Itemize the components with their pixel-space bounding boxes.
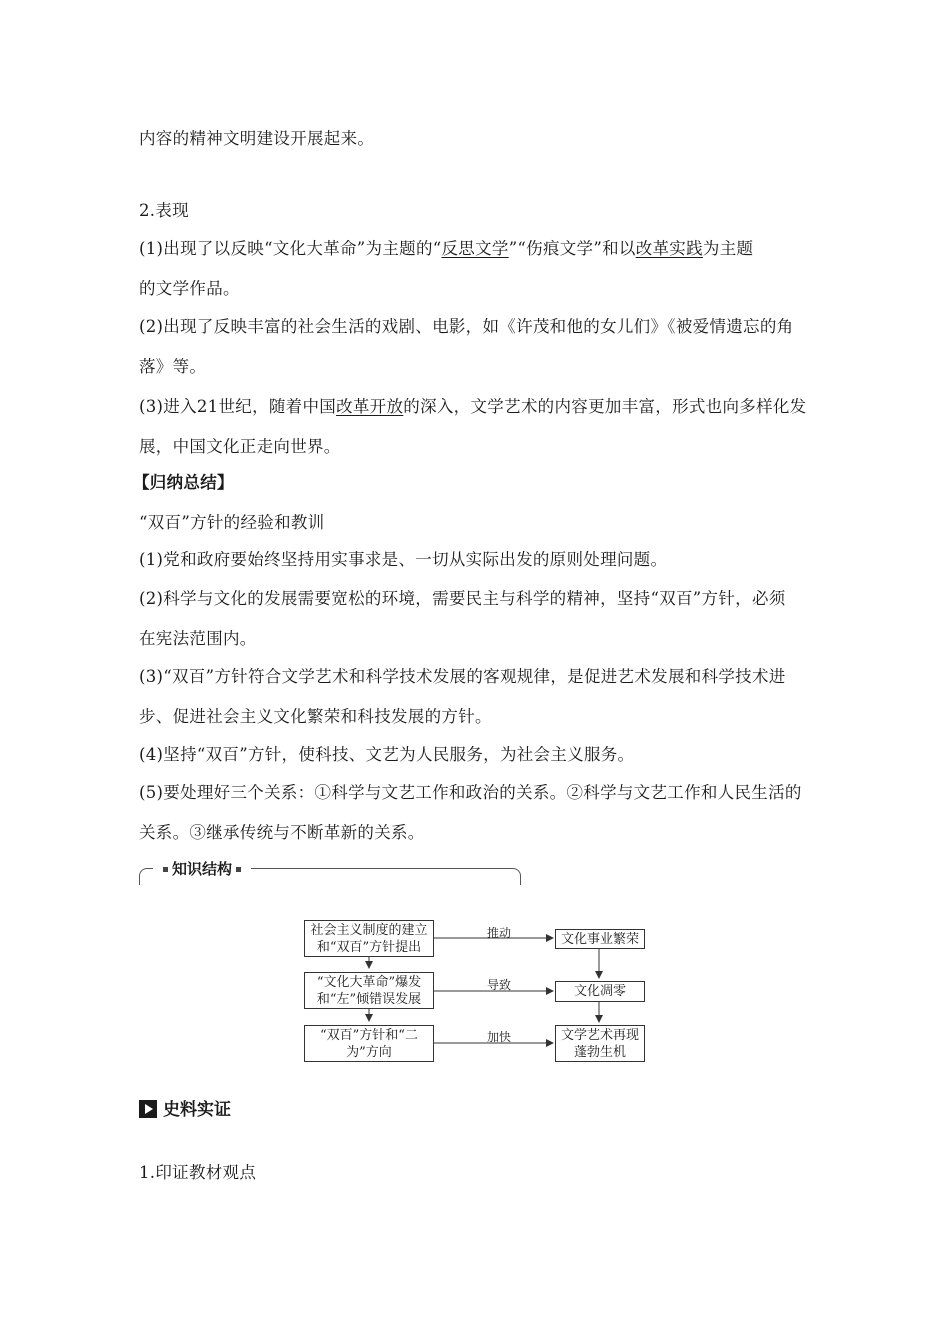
paragraph-line: (1)出现了以反映“文化大革命”为主题的“反思文学”“伤痕文学”和以改革实践为主题 [139,239,754,258]
paragraph-line: 落》等。 [139,357,207,376]
paragraph-line: 在宪法范围内。 [139,629,257,648]
diagram-box: “文化大革命”爆发 和“左”倾错误发展 [304,972,434,1009]
underlined-term: 改革开放 [336,397,404,416]
arrow-label: 推动 [487,926,512,940]
subheading: 1.印证教材观点 [139,1163,257,1182]
diagram-box: “双百”方针和“二 为”方向 [304,1025,434,1062]
play-icon [139,1100,157,1118]
paragraph-line: “双百”方针的经验和教训 [139,513,325,532]
diagram-box: 文化事业繁荣 [555,929,645,949]
paragraph-line: 关系。③继承传统与不断革新的关系。 [139,823,425,842]
underlined-term: 改革实践 [635,239,703,258]
section-heading: 2.表现 [139,201,189,220]
paragraph-line: (5)要处理好三个关系：①科学与文艺工作和政治的关系。②科学与文艺工作和人民生活的 [139,783,802,802]
diagram-box: 文化凋零 [555,981,645,1002]
paragraph-line: (3)进入21世纪，随着中国改革开放的深入，文学艺术的内容更加丰富，形式也向多样化发 [139,397,807,416]
underlined-term: 反思文学 [441,239,509,258]
summary-heading: 【归纳总结】 [133,473,234,492]
paragraph-line: (1)党和政府要始终坚持用实事求是、一切从实际出发的原则处理问题。 [139,550,668,569]
diagram-box: 文学艺术再现 蓬勃生机 [555,1025,645,1062]
paragraph-line: 步、促进社会主义文化繁荣和科技发展的方针。 [139,707,492,726]
paragraph-line: (2)出现了反映丰富的社会生活的戏剧、电影，如《许茂和他的女儿们》《被爱情遗忘的角 [139,317,794,336]
paragraph-line: (4)坚持“双百”方针，使科技、文艺为人民服务，为社会主义服务。 [139,745,635,764]
evidence-section-title: 史料实证 [139,1099,231,1121]
arrow-label: 加快 [487,1030,512,1044]
knowledge-structure-title: 知识结构 [153,859,251,879]
paragraph-line: 展，中国文化正走向世界。 [139,437,341,456]
paragraph-line: (3)“双百”方针符合文学艺术和科学技术发展的客观规律，是促进艺术发展和科学技术进 [139,667,786,686]
diagram-box: 社会主义制度的建立 和“双百”方针提出 [304,920,434,957]
paragraph-line: 的文学作品。 [139,279,240,298]
arrow-label: 导致 [487,978,512,992]
paragraph-line: (2)科学与文化的发展需要宽松的环境，需要民主与科学的精神，坚持“双百”方针，必须 [139,589,786,608]
paragraph-line: 内容的精神文明建设开展起来。 [139,129,375,148]
